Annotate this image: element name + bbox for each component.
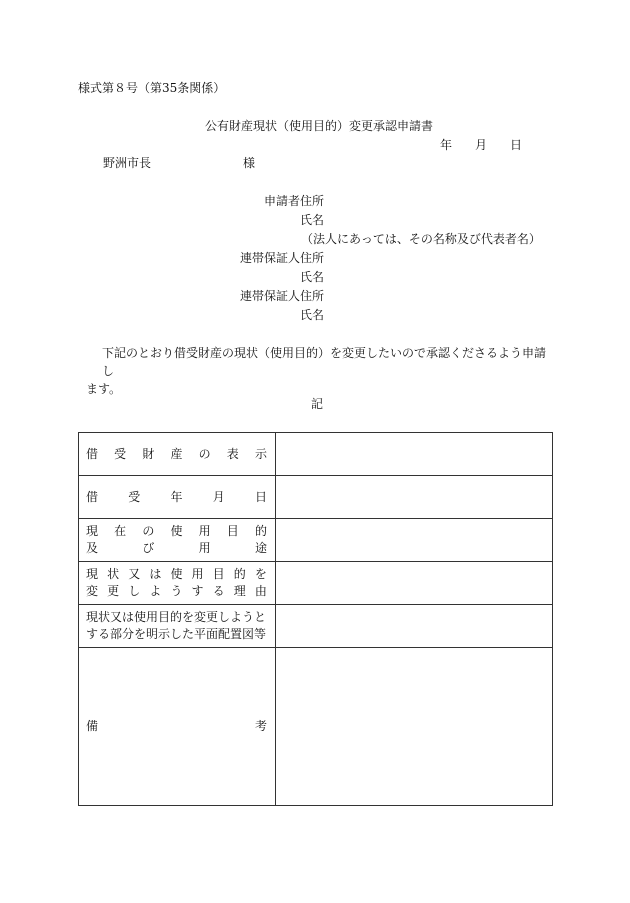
label-char: 及	[86, 541, 99, 555]
label-char: 更	[107, 584, 120, 598]
label-char: の	[142, 524, 155, 538]
label-char: し	[128, 584, 141, 598]
label-char: の	[198, 446, 211, 461]
row-label-remarks	[79, 648, 276, 806]
row-label-property	[79, 433, 276, 476]
label-char: 表	[226, 446, 239, 461]
label-char: 財	[142, 446, 155, 461]
label-char: る	[212, 584, 225, 598]
label-char: 日	[254, 489, 267, 504]
label-char: よ	[149, 584, 162, 598]
label-char: 状	[107, 567, 120, 581]
items-table	[78, 432, 553, 806]
label-line: する部分を明示した平面配置図等	[86, 627, 267, 641]
date-month-label: 月	[474, 138, 487, 152]
addressee-name: 野洲市長	[103, 156, 152, 170]
label-char: 使	[170, 567, 183, 581]
label-char: 現	[86, 567, 99, 581]
table-row	[79, 519, 553, 562]
label-line: 現状又は使用目的を変更しようと	[86, 610, 267, 624]
label-char: 用	[198, 524, 211, 538]
label-line	[86, 446, 267, 463]
document-title: 公有財産現状（使用目的）変更承認申請書	[204, 119, 433, 133]
label-char: 考	[254, 719, 267, 733]
label-char: う	[170, 584, 183, 598]
label-line	[86, 583, 267, 600]
table-row	[79, 562, 553, 605]
label-line	[86, 489, 267, 506]
guarantor1-address-label: 連帯保証人住所	[239, 251, 324, 265]
label-char: 的	[254, 524, 267, 538]
addressee-honorific: 様	[243, 156, 256, 170]
table-row	[79, 433, 553, 476]
guarantor1-name-label: 氏名	[299, 270, 324, 284]
label-char: 受	[114, 446, 127, 461]
form-number: 様式第８号（第35条関係）	[78, 81, 226, 95]
borrow-date-value-cell[interactable]	[276, 476, 553, 519]
guarantor2-name-label: 氏名	[299, 308, 324, 322]
label-char: 由	[254, 584, 267, 598]
label-char: 目	[212, 567, 225, 581]
row-label-current-purpose	[79, 519, 276, 562]
label-char: 借	[86, 446, 99, 461]
label-char: 月	[212, 489, 225, 504]
request-body-text	[82, 344, 552, 398]
applicant-name-label: 氏名	[299, 213, 324, 227]
label-char: 用	[191, 567, 204, 581]
label-char: 又	[128, 567, 141, 581]
label-char: 用	[198, 541, 211, 555]
change-reason-value-cell[interactable]	[276, 562, 553, 605]
table-row	[79, 605, 553, 648]
label-char: は	[149, 567, 162, 581]
label-char: 示	[254, 446, 267, 461]
label-char: を	[254, 567, 267, 581]
property-value-cell[interactable]	[276, 433, 553, 476]
guarantor2-address-label: 連帯保証人住所	[239, 289, 324, 303]
label-char: 産	[170, 446, 183, 461]
body-line-2: ます。	[86, 382, 122, 396]
label-char: 受	[128, 489, 141, 504]
label-line	[86, 540, 267, 557]
label-char: 的	[233, 567, 246, 581]
floor-plan-value-cell[interactable]	[276, 605, 553, 648]
remarks-value-cell[interactable]	[276, 648, 553, 806]
label-char: 変	[86, 584, 99, 598]
label-char: 在	[114, 524, 127, 538]
label-char: 年	[170, 489, 183, 504]
row-label-change-reason	[79, 562, 276, 605]
label-line	[86, 718, 267, 735]
label-line	[86, 523, 267, 540]
label-char: 途	[254, 541, 267, 555]
label-line	[86, 566, 267, 583]
label-char: 備	[86, 719, 99, 733]
date-year-label: 年	[440, 138, 453, 152]
row-label-floor-plan	[79, 605, 276, 648]
label-char: び	[142, 541, 155, 555]
label-char: 理	[233, 584, 246, 598]
date-day-label: 日	[509, 138, 522, 152]
current-purpose-value-cell[interactable]	[276, 519, 553, 562]
label-char: す	[191, 584, 204, 598]
applicant-address-label: 申請者住所	[263, 194, 324, 208]
table-row	[79, 648, 553, 806]
body-line-1: 下記のとおり借受財産の現状（使用目的）を変更したいので承認くださるよう申請し	[102, 346, 547, 378]
label-char: 現	[86, 524, 99, 538]
table-row	[79, 476, 553, 519]
date-line	[440, 139, 522, 151]
applicant-note: （法人にあっては、その名称及び代表者名）	[301, 232, 541, 246]
label-char: 借	[86, 489, 99, 504]
row-label-borrow-date	[79, 476, 276, 519]
label-char: 目	[226, 524, 239, 538]
label-char: 使	[170, 524, 183, 538]
ki-heading: 記	[310, 397, 323, 411]
